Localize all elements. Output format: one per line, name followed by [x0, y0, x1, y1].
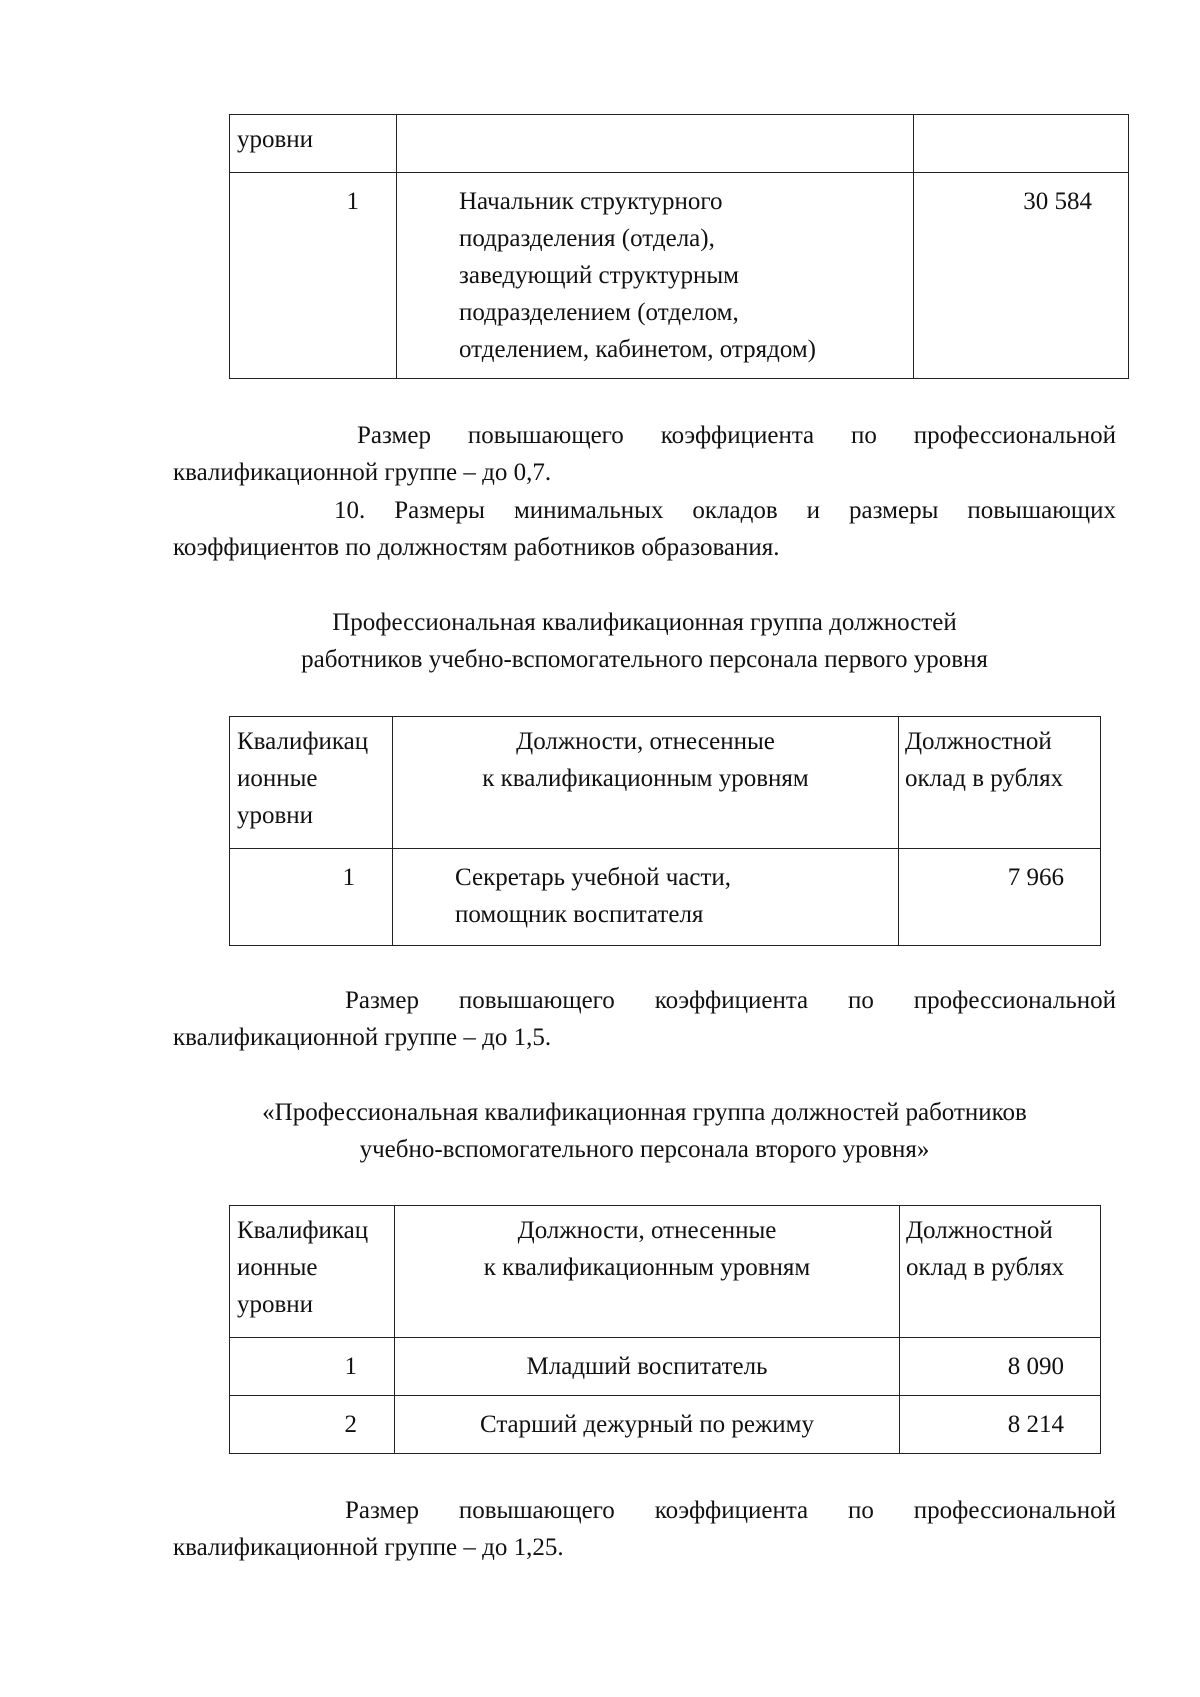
- header-line: к квалификационным уровням: [482, 765, 809, 792]
- level-cell: 1: [230, 1338, 395, 1396]
- header-positions-cell: [393, 717, 899, 849]
- level-cell: уровни: [230, 115, 397, 173]
- positions-cell: [393, 849, 899, 946]
- paragraph-line: квалификационной группе – до 1,25.: [173, 1534, 564, 1561]
- coefficient-paragraph: [173, 417, 1116, 491]
- paragraph-line: квалификационной группе – до 1,5.: [173, 1024, 552, 1051]
- salary-cell: [914, 115, 1129, 173]
- header-line: Квалификац: [237, 728, 369, 755]
- position-line: подразделением (отделом,: [459, 299, 739, 326]
- paragraph-line: Размер повышающего коэффициента по профессиональной: [357, 422, 1116, 449]
- header-levels-cell: [230, 717, 393, 849]
- table-continuation: [229, 114, 1129, 379]
- table-row: [230, 849, 1101, 946]
- salary-table-second-level: [229, 1205, 1101, 1454]
- salary-cell: 7 966: [899, 849, 1101, 946]
- salary-cell: 30 584: [914, 173, 1129, 379]
- section-paragraph: [173, 492, 1116, 566]
- header-line: Должности, отнесенные: [517, 1217, 777, 1244]
- salary-table-first-level: [229, 716, 1101, 946]
- level-cell: 1: [230, 849, 393, 946]
- heading-line: работников учебно-вспомогательного персонала первого уровня: [301, 646, 988, 673]
- position-cell: Старший дежурный по режиму: [395, 1396, 900, 1454]
- header-line: Должностной: [905, 728, 1052, 755]
- header-line: уровни: [237, 1291, 314, 1318]
- paragraph-line: коэффициентов по должностям работников образования.: [173, 534, 780, 561]
- header-positions-cell: [395, 1206, 900, 1338]
- header-line: оклад в рублях: [906, 1254, 1065, 1281]
- header-line: Должности, отнесенные: [516, 728, 775, 755]
- positions-cell: [397, 173, 914, 379]
- position-line: Секретарь учебной части,: [455, 864, 732, 891]
- header-line: ионные: [237, 1254, 318, 1281]
- table-header-row: [230, 717, 1101, 849]
- position-line: помощник воспитателя: [455, 901, 704, 928]
- header-line: оклад в рублях: [905, 765, 1064, 792]
- paragraph-line: квалификационной группе – до 0,7.: [173, 459, 552, 486]
- table-header-row: [230, 1206, 1101, 1338]
- position-line: подразделения (отдела),: [459, 225, 715, 252]
- table-row: [230, 173, 1129, 379]
- table-row: [230, 115, 1129, 173]
- level-cell: 2: [230, 1396, 395, 1454]
- position-cell: Младший воспитатель: [395, 1338, 900, 1396]
- position-line: Начальник структурного: [459, 188, 723, 215]
- salary-cell: 8 090: [900, 1338, 1101, 1396]
- header-levels-cell: [230, 1206, 395, 1338]
- header-line: ионные: [237, 765, 318, 792]
- header-salary-cell: [900, 1206, 1101, 1338]
- coefficient-paragraph: [173, 1492, 1116, 1566]
- header-line: Квалификац: [237, 1217, 369, 1244]
- header-line: уровни: [237, 802, 314, 829]
- header-line: Должностной: [906, 1217, 1053, 1244]
- paragraph-line: Размер повышающего коэффициента по профессиональной: [345, 987, 1116, 1014]
- level-cell: 1: [230, 173, 397, 379]
- position-line: заведующий структурным: [459, 262, 739, 289]
- coefficient-paragraph: [173, 982, 1116, 1056]
- positions-cell: [397, 115, 914, 173]
- heading-line: учебно-вспомогательного персонала второго уровня»: [359, 1136, 930, 1163]
- position-line: отделением, кабинетом, отрядом): [459, 336, 816, 363]
- group-heading: [173, 604, 1116, 678]
- paragraph-line: Размер повышающего коэффициента по профессиональной: [345, 1497, 1116, 1524]
- paragraph-line: 10. Размеры минимальных окладов и размеры повышающих: [334, 497, 1116, 524]
- header-line: к квалификационным уровням: [483, 1254, 811, 1281]
- group-heading: [173, 1094, 1116, 1168]
- salary-cell: 8 214: [900, 1396, 1101, 1454]
- heading-line: Профессиональная квалификационная группа должностей: [332, 609, 957, 636]
- table-row: [230, 1396, 1101, 1454]
- heading-line: «Профессиональная квалификационная группа должностей работников: [262, 1099, 1027, 1126]
- header-salary-cell: [899, 717, 1101, 849]
- table-row: [230, 1338, 1101, 1396]
